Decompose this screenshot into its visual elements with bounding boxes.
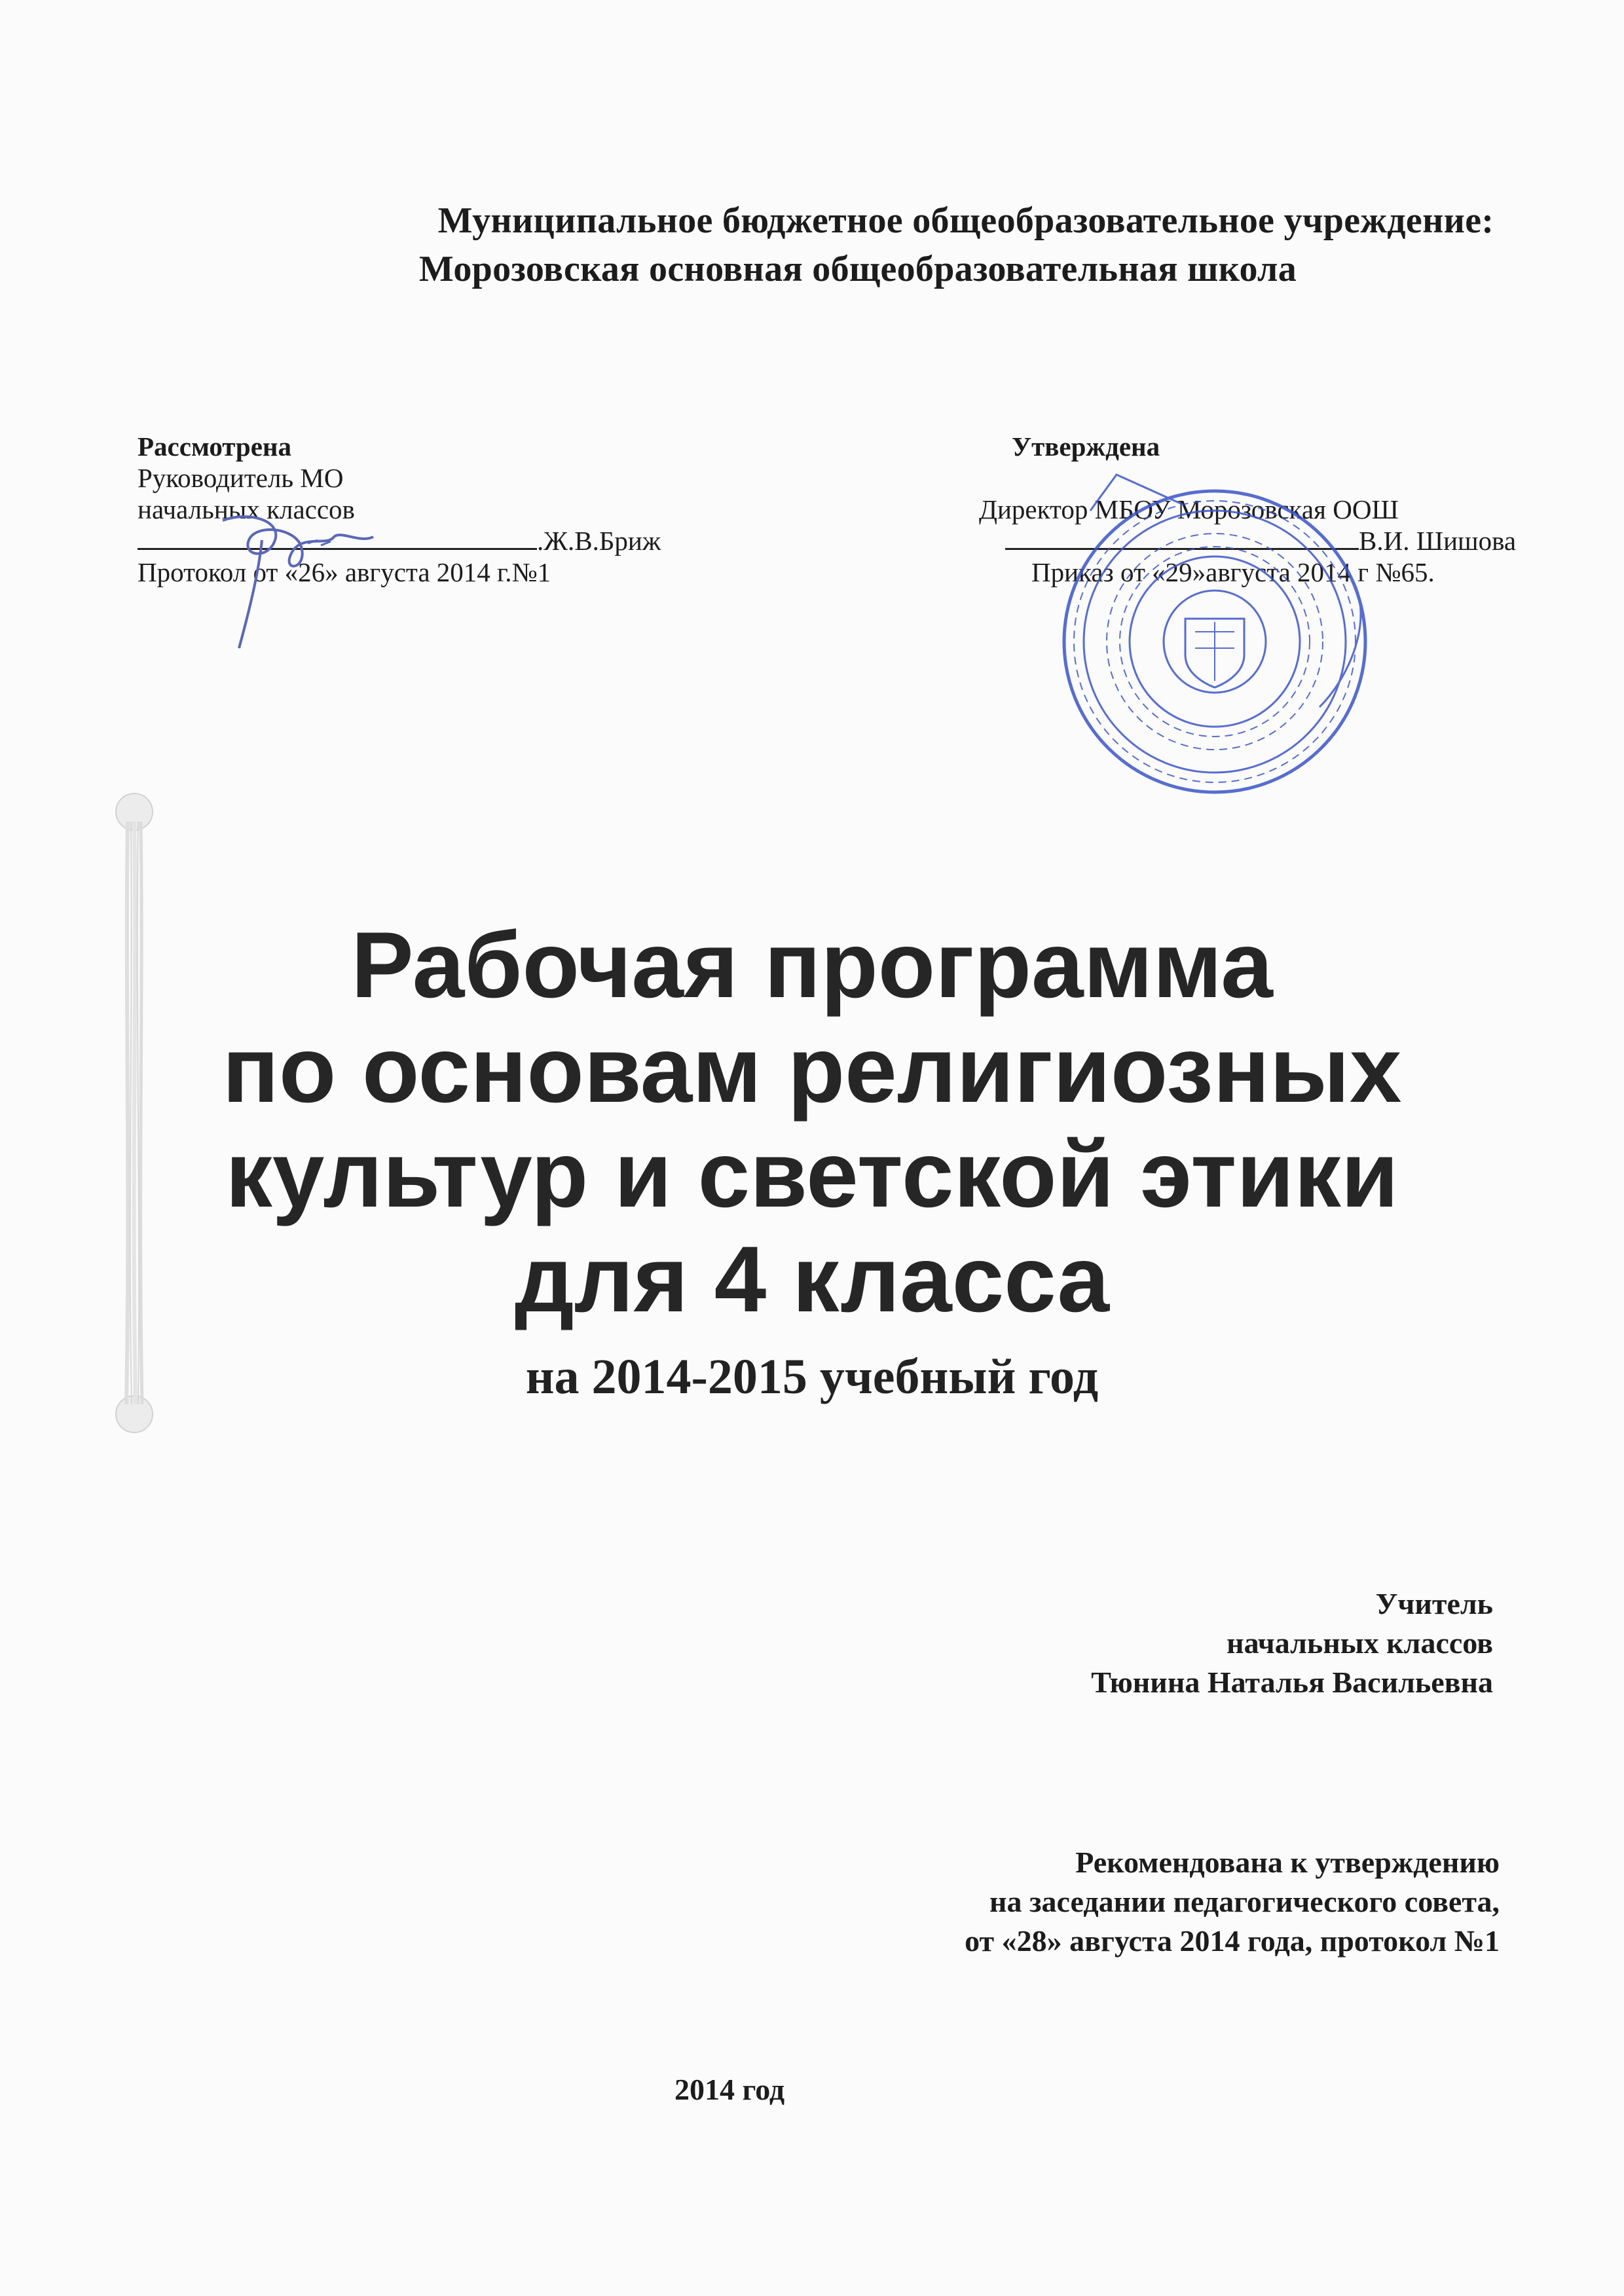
approver-order: Приказ от «29»августа 2014 г №65. <box>1031 557 1435 587</box>
reviewer-protocol: Протокол от «26» августа 2014 г.№1 <box>138 557 551 587</box>
approved-label: Утверждена <box>1012 431 1160 462</box>
header-line-1: Муниципальное бюджетное общеобразовательное учреждение: <box>437 200 1494 241</box>
title-line-4: для 4 класса <box>514 1228 1110 1332</box>
teacher-label: Учитель <box>1375 1587 1493 1620</box>
title-line-1: Рабочая программа <box>351 913 1273 1017</box>
approver-role: Директор МБОУ Морозовская ООШ <box>979 494 1399 524</box>
official-stamp <box>1038 458 1392 812</box>
teacher-role: начальных классов <box>1227 1626 1493 1660</box>
reviewed-label: Рассмотрена <box>138 431 292 462</box>
title-line-2: по основам религиозных <box>222 1018 1402 1122</box>
approver-name: В.И. Шишова <box>1359 526 1517 556</box>
teacher-name: Тюнина Наталья Васильевна <box>1091 1666 1493 1699</box>
header-line-2: Морозовская основная общеобразовательная школа <box>418 249 1297 289</box>
reviewer-role-2: начальных классов <box>138 494 355 524</box>
reviewer-role: Руководитель МО <box>138 463 344 493</box>
school-header <box>0 196 1624 293</box>
footer-year: 2014 год <box>674 2073 785 2106</box>
handwritten-signature <box>203 507 393 658</box>
academic-year: на 2014-2015 учебный год <box>525 1349 1099 1404</box>
teacher-block <box>707 1584 1493 1702</box>
reviewer-name: .Ж.В.Бриж <box>537 526 661 556</box>
recommendation-line-3: от «28» августа 2014 года, протокол №1 <box>965 1924 1500 1958</box>
program-title <box>0 913 1624 1332</box>
title-line-3: культур и светской этики <box>225 1123 1399 1227</box>
recommendation-line-2: на заседании педагогического совета, <box>989 1885 1500 1918</box>
recommendation-line-1: Рекомендована к утверждению <box>1075 1846 1500 1879</box>
recommendation-block <box>583 1843 1500 1961</box>
